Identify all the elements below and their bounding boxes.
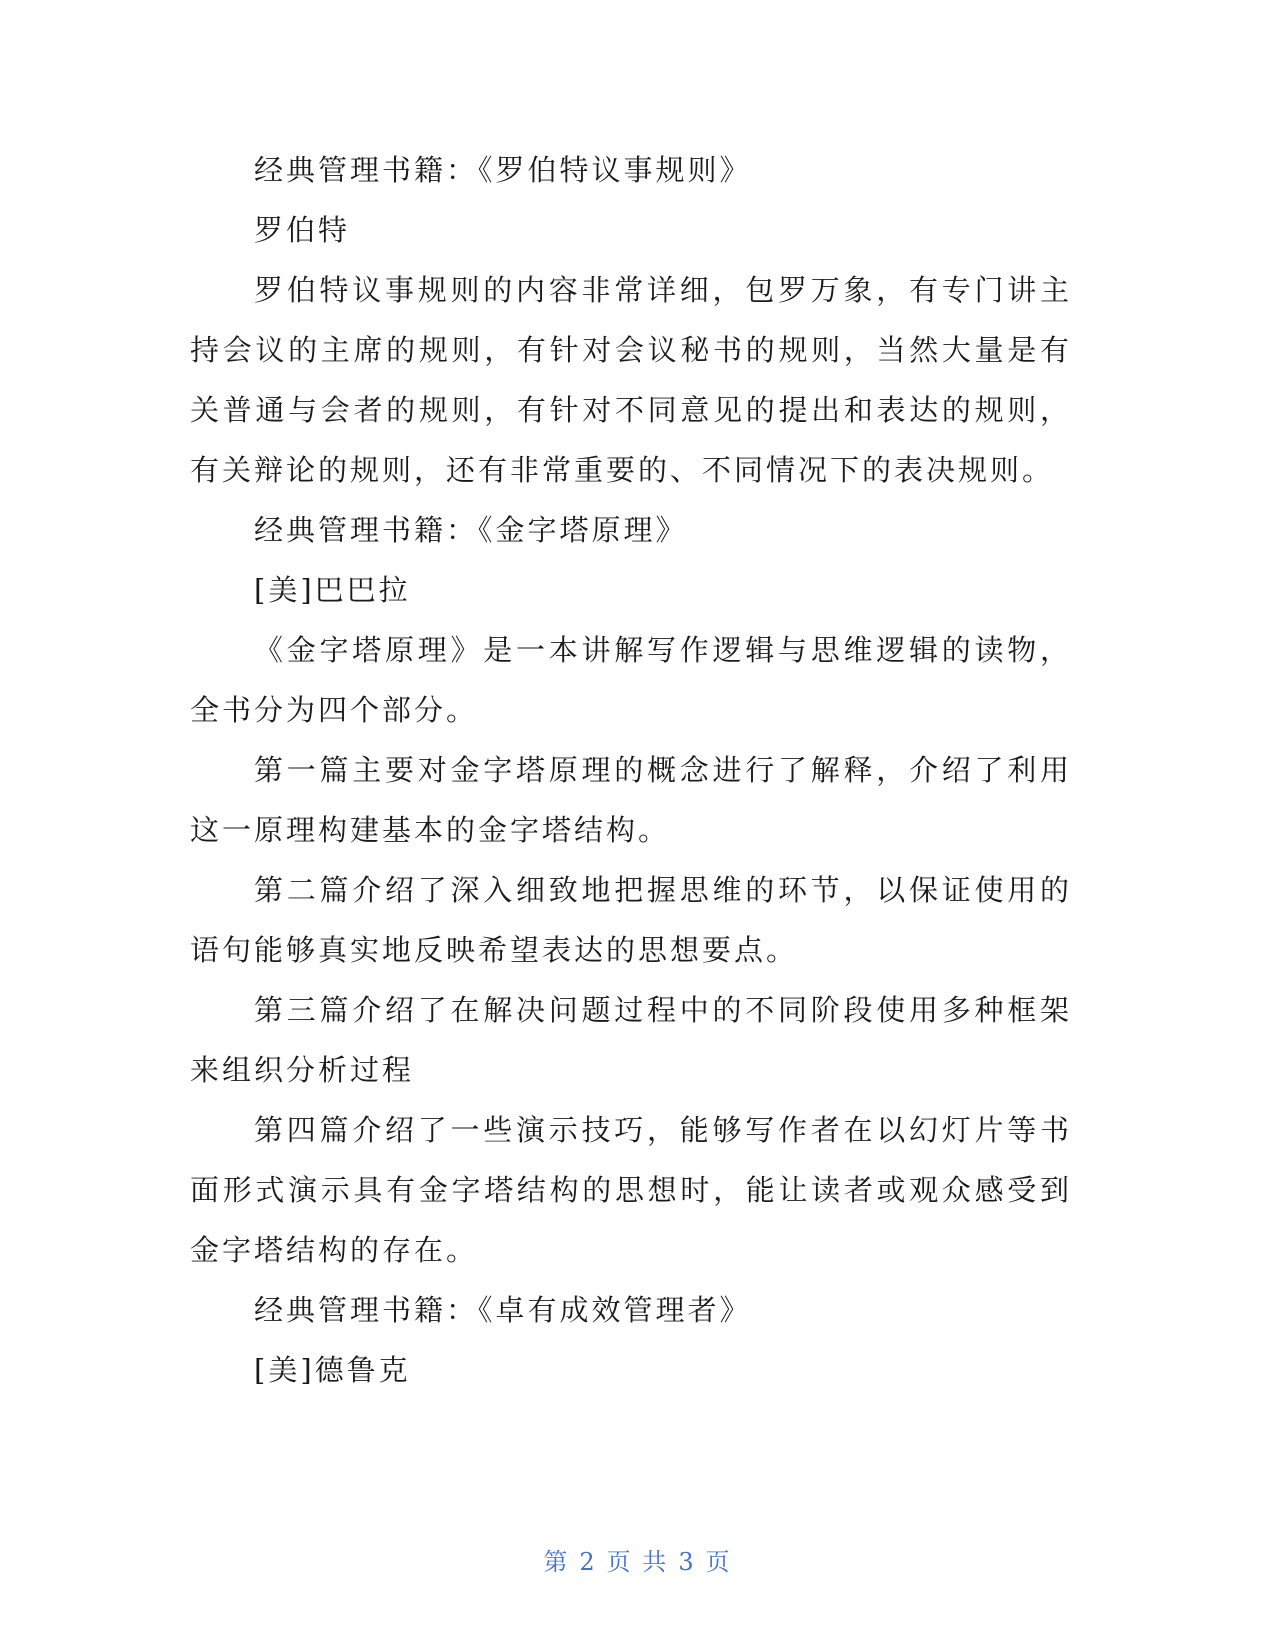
page-footer — [0, 1542, 1275, 1577]
footer-current-page: 2 — [579, 1548, 597, 1576]
paragraph-part-two: 第二篇介绍了深入细致地把握思维的环节，以保证使用的语句能够真实地反映希望表达的思想要点。 — [190, 873, 1072, 967]
paragraph-part-four: 第四篇介绍了一些演示技巧，能够写作者在以幻灯片等书面形式演示具有金字塔结构的思想时，能让读者或观众感受到金字塔结构的存在。 — [190, 1113, 1072, 1267]
paragraph-part-one: 第一篇主要对金字塔原理的概念进行了解释，介绍了利用这一原理构建基本的金字塔结构。 — [190, 753, 1072, 847]
author-barbara: [美]巴巴拉 — [254, 573, 411, 607]
author-drucker: [美]德鲁克 — [254, 1353, 411, 1387]
paragraph-robert-rules-summary: 罗伯特议事规则的内容非常详细，包罗万象，有专门讲主持会议的主席的规则，有针对会议秘书的规则，当然大量是有关普通与会者的规则，有针对不同意见的提出和表达的规则，有关辩论的规则，还有非常重要的、不同情况下的表决规则。 — [190, 273, 1072, 487]
document-body — [190, 140, 1072, 1400]
heading-pyramid-principle: 经典管理书籍：《金字塔原理》 — [254, 513, 688, 547]
footer-prefix: 第 — [543, 1548, 570, 1576]
footer-total-pages: 3 — [678, 1548, 696, 1576]
footer-suffix: 页 — [705, 1548, 732, 1576]
heading-effective-executive: 经典管理书籍：《卓有成效管理者》 — [254, 1293, 752, 1327]
author-robert: 罗伯特 — [254, 213, 351, 247]
paragraph-pyramid-intro: 《金字塔原理》是一本讲解写作逻辑与思维逻辑的读物，全书分为四个部分。 — [190, 633, 1072, 727]
paragraph-part-three: 第三篇介绍了在解决问题过程中的不同阶段使用多种框架来组织分析过程 — [190, 993, 1072, 1087]
heading-robert-rules: 经典管理书籍：《罗伯特议事规则》 — [254, 153, 752, 187]
footer-middle: 页 共 — [606, 1548, 669, 1576]
